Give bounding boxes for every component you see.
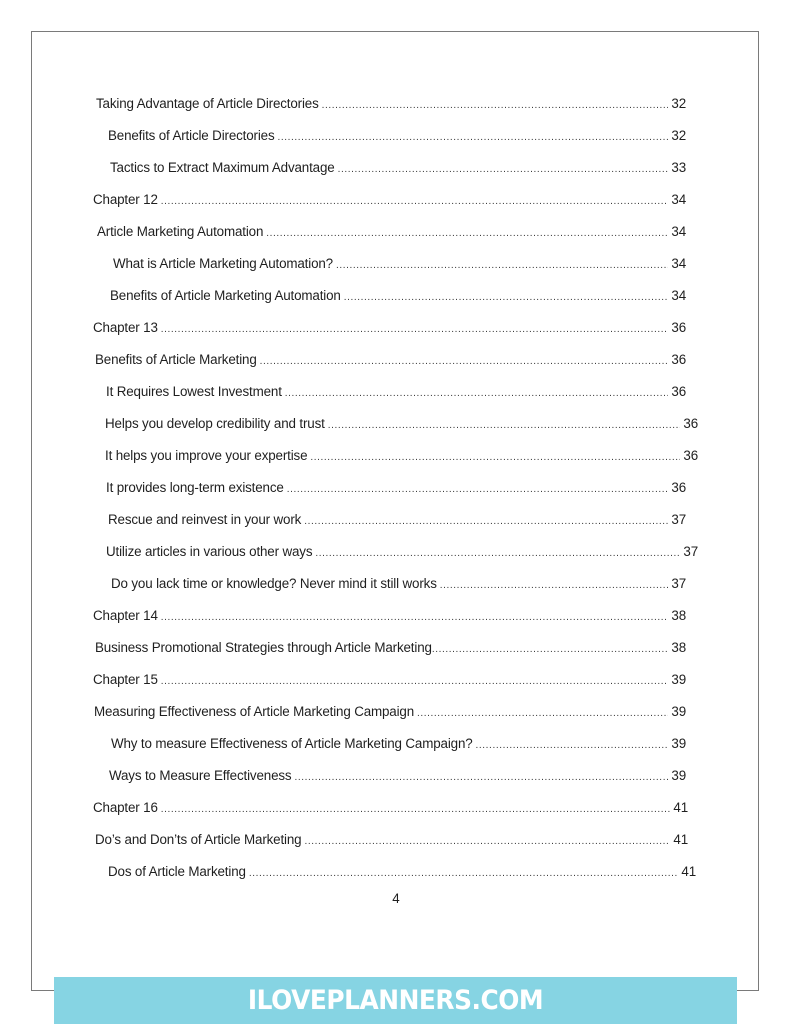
- toc-entry[interactable]: [108, 512, 686, 528]
- dot-leader: [310, 450, 680, 466]
- toc-entry[interactable]: [95, 640, 686, 656]
- toc-entry[interactable]: [93, 800, 688, 816]
- toc-entry-title: Taking Advantage of Article Directories: [96, 96, 319, 111]
- toc-entry-page: 34: [671, 256, 686, 271]
- toc-entry-title: Chapter 12: [93, 192, 158, 207]
- toc-entry-page: 41: [681, 864, 696, 879]
- toc-entry-page: 34: [671, 192, 686, 207]
- dot-leader: [266, 226, 668, 242]
- toc-entry-page: 36: [683, 416, 698, 431]
- site-banner: [54, 977, 737, 1024]
- toc-entry[interactable]: [97, 224, 686, 240]
- toc-entry[interactable]: [106, 544, 698, 560]
- toc-entry-title: Benefits of Article Marketing: [95, 352, 257, 367]
- toc-entry-page: 39: [671, 736, 686, 751]
- toc-entry-page: 33: [671, 160, 686, 175]
- toc-entry-title: Measuring Effectiveness of Article Marketing Campaign: [94, 704, 415, 719]
- toc-entry-page: 37: [671, 512, 686, 527]
- toc-entry[interactable]: [96, 96, 686, 112]
- toc-entry-page: 34: [671, 288, 686, 303]
- toc-entry-page: 32: [671, 96, 686, 111]
- toc-entry-title: What is Article Marketing Automation?: [113, 256, 333, 271]
- toc-entry-page: 38: [671, 608, 686, 623]
- dot-leader: [304, 514, 668, 530]
- toc-entry[interactable]: [108, 128, 686, 144]
- toc-entry-page: 39: [671, 704, 686, 719]
- dot-leader: [315, 546, 680, 562]
- dot-leader: [294, 770, 668, 786]
- toc-entry-title: Helps you develop credibility and trust: [105, 416, 325, 431]
- toc-entry-title: It provides long-term existence: [106, 480, 284, 495]
- dot-leader: [161, 194, 669, 210]
- toc-entry-title: Rescue and reinvest in your work: [108, 512, 302, 527]
- toc-entry[interactable]: [110, 160, 686, 176]
- toc-entry[interactable]: [111, 736, 686, 752]
- toc-entry[interactable]: [95, 832, 688, 848]
- toc-entry-title: Do you lack time or knowledge? Never mind it still works: [111, 576, 437, 591]
- toc-entry-page: 36: [671, 480, 686, 495]
- toc-entry-page: 38: [671, 640, 686, 655]
- toc-entry-title: Chapter 16: [93, 800, 158, 815]
- toc-entry[interactable]: [111, 576, 686, 592]
- toc-entry[interactable]: [93, 192, 686, 208]
- toc-entry[interactable]: [93, 672, 686, 688]
- dot-leader: [287, 482, 669, 498]
- toc-entry-page: 32: [671, 128, 686, 143]
- dot-leader: [476, 738, 669, 754]
- dot-leader: [322, 98, 669, 114]
- toc-entry-page: 41: [673, 832, 688, 847]
- toc-entry-title: Ways to Measure Effectiveness: [109, 768, 292, 783]
- toc-entry-page: 41: [673, 800, 688, 815]
- dot-leader: [432, 642, 669, 658]
- toc-entry[interactable]: [105, 448, 698, 464]
- dot-leader: [161, 610, 669, 626]
- dot-leader: [328, 418, 681, 434]
- toc-entry-title: Chapter 14: [93, 608, 158, 623]
- dot-leader: [304, 834, 670, 850]
- toc-entry[interactable]: [106, 480, 686, 496]
- dot-leader: [417, 706, 668, 722]
- toc-entry-page: 39: [671, 672, 686, 687]
- toc-entry-page: 39: [671, 768, 686, 783]
- toc-entry[interactable]: [93, 320, 686, 336]
- toc-entry-title: Why to measure Effectiveness of Article Marketing Campaign?: [111, 736, 473, 751]
- toc-entry[interactable]: [105, 416, 698, 432]
- toc-entry-title: Benefits of Article Directories: [108, 128, 275, 143]
- dot-leader: [249, 866, 679, 882]
- dot-leader: [338, 162, 669, 178]
- toc-entry[interactable]: [94, 704, 686, 720]
- toc-entry-title: Do’s and Don’ts of Article Marketing: [95, 832, 302, 847]
- banner-text: ILOVEPLANNERS.COM: [247, 985, 544, 1016]
- toc-entry-page: 36: [671, 320, 686, 335]
- toc-entry-title: It helps you improve your expertise: [105, 448, 308, 463]
- page-number: 4: [392, 891, 400, 906]
- toc-entry-title: Utilize articles in various other ways: [106, 544, 313, 559]
- dot-leader: [161, 802, 671, 818]
- dot-leader: [161, 322, 669, 338]
- toc-entry[interactable]: [106, 384, 686, 400]
- toc-entry-title: Article Marketing Automation: [97, 224, 264, 239]
- dot-leader: [278, 130, 669, 146]
- dot-leader: [161, 674, 669, 690]
- toc-entry[interactable]: [110, 288, 686, 304]
- toc-entry-title: Benefits of Article Marketing Automation: [110, 288, 341, 303]
- toc-entry-title: Chapter 15: [93, 672, 158, 687]
- toc-entry-page: 36: [671, 352, 686, 367]
- toc-entry-title: Tactics to Extract Maximum Advantage: [110, 160, 335, 175]
- toc-entry-title: Dos of Article Marketing: [108, 864, 246, 879]
- toc-entry[interactable]: [95, 352, 686, 368]
- toc-entry-page: 34: [671, 224, 686, 239]
- toc-entry[interactable]: [93, 608, 686, 624]
- dot-leader: [344, 290, 669, 306]
- toc-entry-page: 36: [683, 448, 698, 463]
- toc-entry-title: Chapter 13: [93, 320, 158, 335]
- dot-leader: [285, 386, 669, 402]
- toc-entry[interactable]: [108, 864, 696, 880]
- toc-entry[interactable]: [109, 768, 686, 784]
- toc-entry-page: 37: [671, 576, 686, 591]
- toc-entry-page: 36: [671, 384, 686, 399]
- dot-leader: [440, 578, 669, 594]
- toc-entry-title: Business Promotional Strategies through Article Marketing: [95, 640, 432, 655]
- toc-entry[interactable]: [113, 256, 686, 272]
- toc-entry-title: It Requires Lowest Investment: [106, 384, 282, 399]
- dot-leader: [336, 258, 668, 274]
- toc-entry-page: 37: [683, 544, 698, 559]
- dot-leader: [260, 354, 669, 370]
